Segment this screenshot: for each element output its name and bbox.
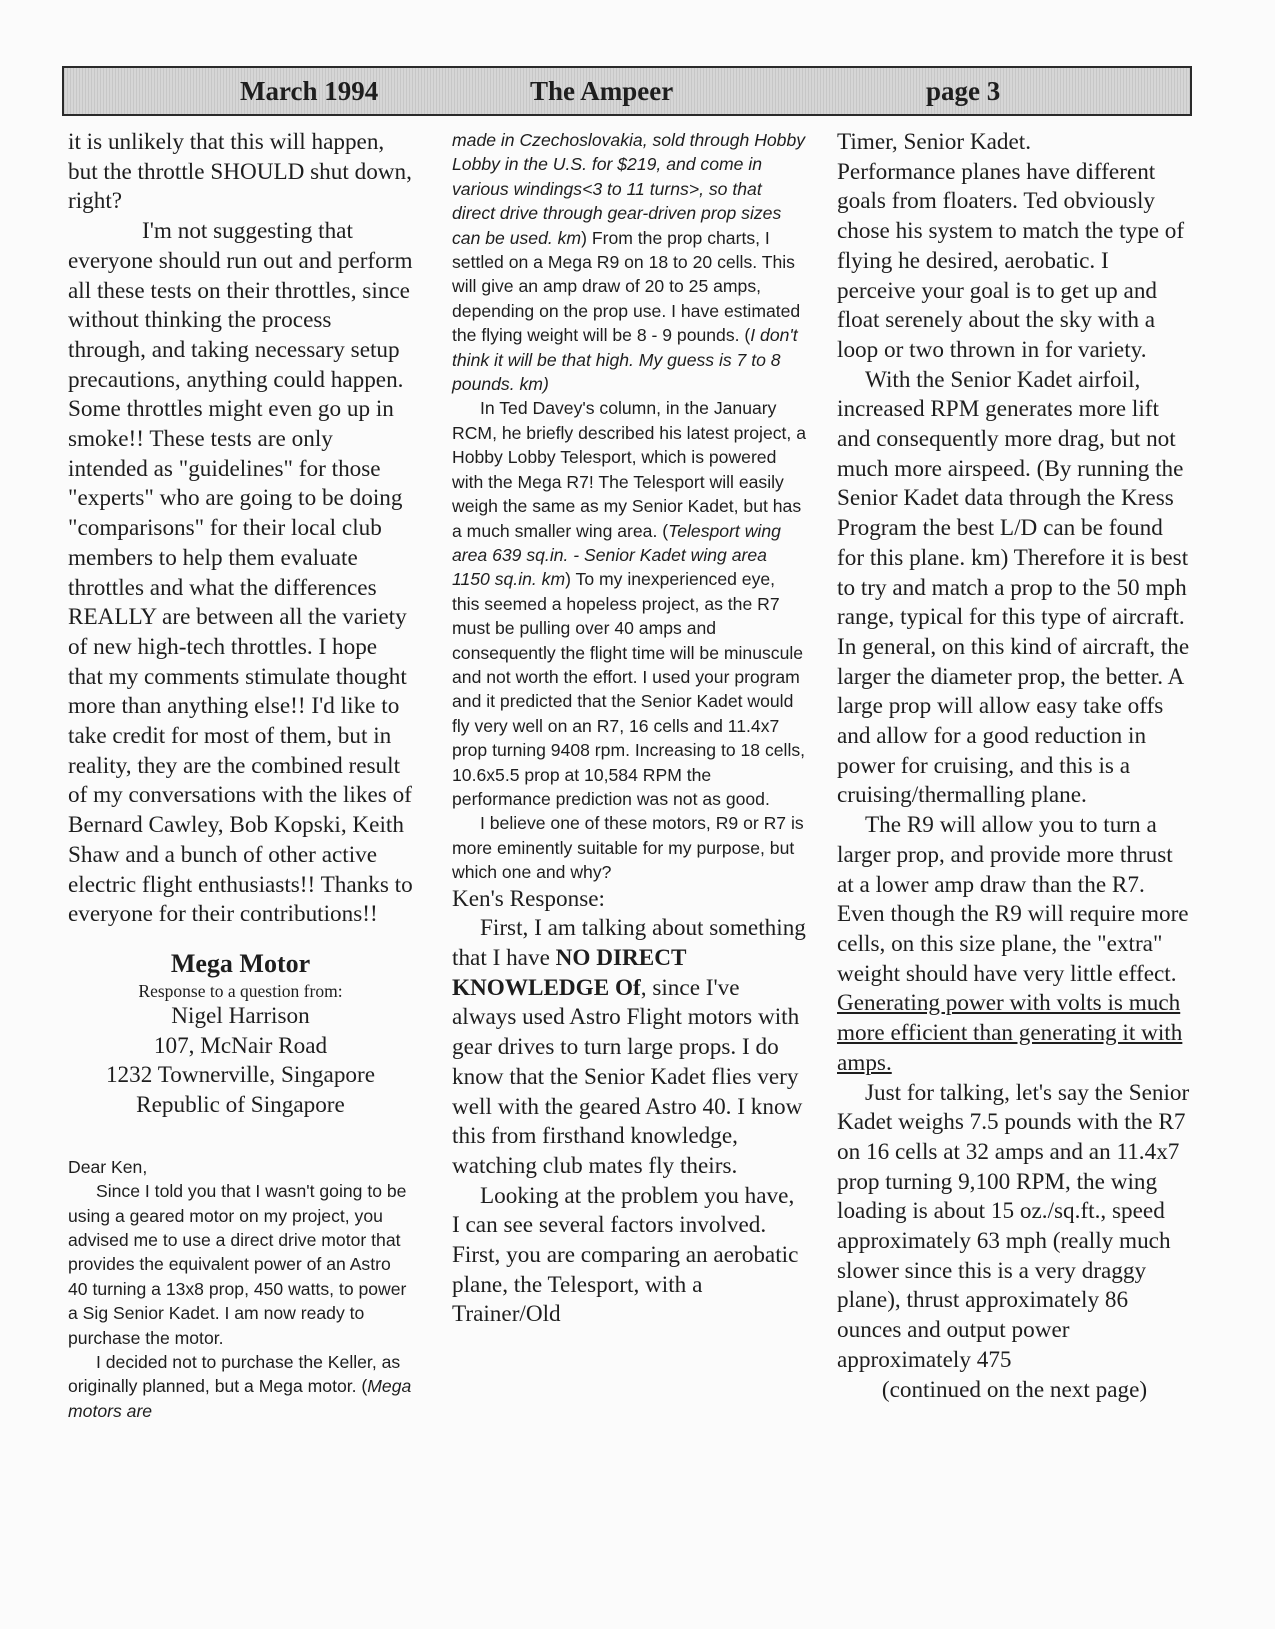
response-line: Response to a question from:	[138, 980, 343, 1001]
paragraph: Performance planes have different goals from floaters. Ted obviously chose his system to match the type of flying he desired, aerobatic. I perceive your goal is to get up and float serenely about the sky with a loop or two thrown in for variety.	[837, 158, 1185, 363]
paragraph: I decided not to purchase the Keller, as originally planned, but a Mega motor. (Mega motors are	[68, 1352, 412, 1421]
paragraph: In Ted Davey's column, in the January RCM, he briefly described his latest project, a Hobby Lobby Telesport, which is powered with the Mega R7! The Telesport will easily weigh the same as my Senior Kadet, but has a much smaller wing area. (Telesport wing area 639 sq.in. - Senior Kadet wing area 1150 sq.in. km) To my inexperienced eye, this seemed a hopeless project, as the R7 must be pulling over 40 amps and consequently the flight time will be minuscule and not worth the effort. I used your program and it predicted that the Senior Kadet would fly very well on an R7, 16 cells and 11.4x7 prop turning 9408 rpm. Increasing to 18 cells, 10.6x5.5 prop at 10,584 RPM the performance prediction was not as good.	[452, 398, 806, 809]
paragraph: Just for talking, let's say the Senior Kadet weighs 7.5 pounds with the R7 on 16 cells at 32 amps and an 11.4x7 prop turning 9,100 RPM, the wing loading is about 15 oz./sq.ft., speed approximately 63 mph (really much slower since this is a very draggy plane), thrust approximately 86 ounces and output power approximately 475	[837, 1079, 1190, 1373]
paragraph: I believe one of these motors, R9 or R7 is more eminently suitable for my purpose, but which one and why?	[452, 813, 804, 883]
address-line: Nigel Harrison	[171, 1002, 310, 1029]
header-title: The Ampeer	[530, 76, 674, 106]
paragraph: First, I am talking about something that I have NO DIRECT KNOWLEDGE Of, since I've always used Astro Flight motors with gear drives to turn large props. I do know that the Senior Kadet flies very well with the geared Astro 40. I know this from firsthand knowledge, watching club mates fly theirs.	[452, 915, 806, 1179]
page-header	[62, 66, 1192, 116]
section-title: Mega Motor	[170, 948, 311, 978]
column-1	[68, 128, 413, 1423]
column-3	[837, 128, 1192, 1405]
header-page-number: page 3	[926, 76, 1001, 106]
header-date: March 1994	[240, 76, 379, 106]
paragraph: With the Senior Kadet airfoil, increased RPM generates more lift and consequently more drag, but not much more airspeed. (By running the Senior Kadet data through the Kress Program the best L/D can be found for this plane. km) Therefore it is best to try and match a prop to the 50 mph range, typical for this type of aircraft. In general, on this kind of aircraft, the larger the diameter prop, the better. A large prop will allow easy take offs and allow for a good reduction in power for cruising, and this is a cruising/thermalling plane.	[837, 366, 1190, 809]
paragraph: The R9 will allow you to turn a larger prop, and provide more thrust at a lower amp draw than the R7. Even though the R9 will require more cells, on this size plane, the "extra" weight should have very little effect. Generating power with volts is much more efficient than generating it with amps.	[837, 812, 1189, 1076]
paragraph: I'm not suggesting that everyone should run out and perform all these tests on their throttles, since without thinking the process through, and taking necessary setup precautions, anything could happen. Some throttles might even go up in smoke!! These tests are only intended as "guidelines" for those "experts" who are going to be doing "comparisons" for their local club members to help them evaluate throttles and what the differences REALLY are between all the variety of new high-tech throttles. I hope that my comments stimulate thought more than anything else!! I'd like to take credit for most of them, but in reality, they are the combined result of my conversations with the likes of Bernard Cawley, Bob Kopski, Keith Shaw and a bunch of other active electric flight enthusiasts!! Thanks to everyone for their contributions!!	[68, 218, 413, 928]
paragraph: it is unlikely that this will happen, but the throttle SHOULD shut down, right?	[68, 129, 412, 215]
paragraph: Since I told you that I wasn't going to be using a geared motor on my project, you advised me to use a direct drive motor that provides the equivalent power of an Astro 40 turning a 13x8 prop, 450 watts, to power a Sig Senior Kadet. I am now ready to purchase the motor.	[68, 1181, 407, 1348]
paragraph: Timer, Senior Kadet.	[837, 129, 1032, 155]
paragraph: Looking at the problem you have, I can see several factors involved. First, you are comparing an aerobatic plane, the Telesport, with a Trainer/Old	[452, 1182, 799, 1328]
address-line: Republic of Singapore	[136, 1092, 345, 1119]
address-block	[68, 1002, 413, 1121]
continued-note: (continued on the next page)	[881, 1376, 1148, 1403]
address-line: 1232 Townerville, Singapore	[105, 1062, 376, 1089]
address-line: 107, McNair Road	[153, 1032, 328, 1059]
column-2	[452, 128, 807, 1330]
salutation: Dear Ken,	[68, 1156, 148, 1177]
paragraph: made in Czechoslovakia, sold through Hobby Lobby in the U.S. for $219, and come in various windings<3 to 11 turns>, so that direct drive through gear-driven prop sizes can be used. km) From the prop charts, I settled on a Mega R9 on 18 to 20 cells. This will give an amp draw of 20 to 25 amps, depending on the prop use. I have estimated the flying weight will be 8 - 9 pounds. (I don't think it will be that high. My guess is 7 to 8 pounds. km)	[452, 130, 806, 395]
response-label: Ken's Response:	[452, 885, 605, 912]
